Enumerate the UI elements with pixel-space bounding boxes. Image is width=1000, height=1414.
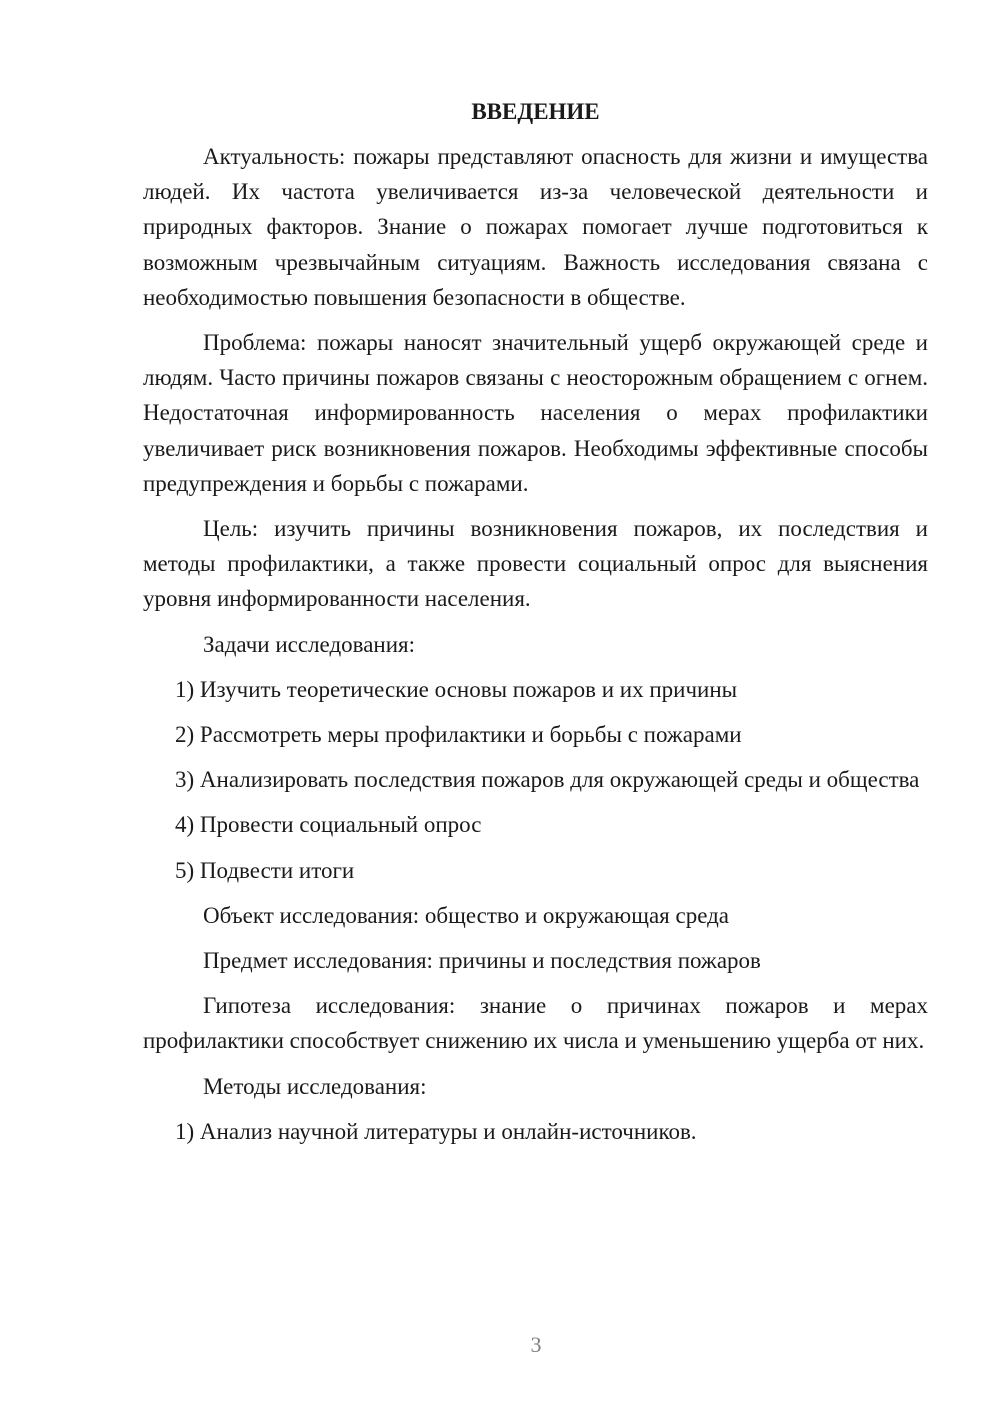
task-item: 3) Анализировать последствия пожаров для окружающей среды и общества <box>175 767 920 793</box>
page-content <box>143 94 928 1159</box>
paragraph-goal: Цель: изучить причины возникновения пожаров, их последствия и методы профилактики, а также провести социальный опрос для выяснения уровня информированности населения. <box>143 516 928 612</box>
methods-title: Методы исследования: <box>203 1073 427 1099</box>
paragraph-hypothesis: Гипотеза исследования: знание о причинах пожаров и мерах профилактики способствует снижению их числа и уменьшению ущерба от них. <box>143 993 928 1054</box>
method-item: 1) Анализ научной литературы и онлайн-источников. <box>175 1118 697 1144</box>
paragraph-actuality: Актуальность: пожары представляют опасность для жизни и имущества людей. Их частота увеличивается из-за человеческой деятельности и природных факторов. Знание о пожарах помогает лучше подготовиться к возможным чрезвычайным ситуациям. Важность исследования связана с необходимостью повышения безопасности в обществе. <box>143 144 928 310</box>
paragraph-problem: Проблема: пожары наносят значительный ущерб окружающей среде и людям. Часто причины пожаров связаны с неосторожным обращением с огнем. Недостаточная информированность населения о мерах профилактики увеличивает риск возникновения пожаров. Необходимы эффективные способы предупреждения и борьбы с пожарами. <box>143 330 928 496</box>
paragraph-object: Объект исследования: общество и окружающая среда <box>203 902 730 928</box>
paragraph-subject: Предмет исследования: причины и последствия пожаров <box>203 948 761 974</box>
task-item: 2) Рассмотреть меры профилактики и борьбы с пожарами <box>175 722 742 748</box>
task-item: 5) Подвести итоги <box>175 857 355 883</box>
section-heading: ВВЕДЕНИЕ <box>471 99 600 124</box>
task-item: 1) Изучить теоретические основы пожаров и их причины <box>175 676 738 702</box>
page-number: 3 <box>530 1332 542 1357</box>
task-item: 4) Провести социальный опрос <box>175 812 482 838</box>
tasks-title: Задачи исследования: <box>203 631 416 657</box>
